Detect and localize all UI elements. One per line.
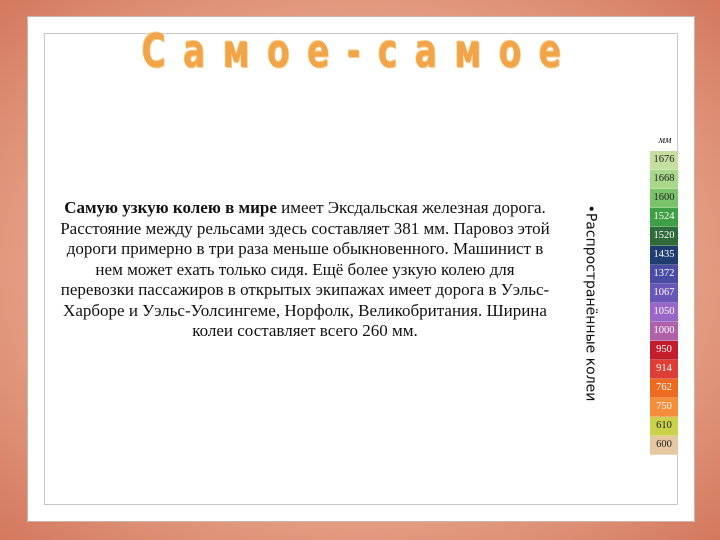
- gauge-row: 1668: [650, 170, 678, 189]
- paragraph-body: имеет Эксдальская железная дорога. Расстояние между рельсами здесь составляет 381 мм. Паровоз этой дороги примерно в три раза меньше обыкновенного. Машинист в нем может ехать только сидя. Ещё более узкую колею для перевозки пассажиров в открытых экипажах имеет дорога в Уэльс-Харборе и Уэльс-Уолсингеме, Норфолк, Великобритания. Ширина колеи составляет всего 260 мм.: [60, 198, 550, 340]
- gauge-row: 600: [650, 436, 678, 455]
- gauge-row: 1000: [650, 322, 678, 341]
- gauge-row: 750: [650, 398, 678, 417]
- gauge-row: 762: [650, 379, 678, 398]
- vertical-label-container: [575, 196, 605, 410]
- gauge-row: 1676: [650, 151, 678, 170]
- gauge-row: 1372: [650, 265, 678, 284]
- gauges-vertical-label: •Распространённые колеи: [582, 204, 598, 402]
- gauge-row: 950: [650, 341, 678, 360]
- gauge-row: 1067: [650, 284, 678, 303]
- gauge-row: 610: [650, 417, 678, 436]
- gauge-row: 1600: [650, 189, 678, 208]
- gauge-row: 1520: [650, 227, 678, 246]
- gauge-row: 1435: [650, 246, 678, 265]
- main-paragraph: [60, 198, 550, 342]
- gauge-color-list: [650, 151, 678, 455]
- paragraph-bold-lead: Самую узкую колею в мире: [64, 198, 277, 217]
- gauge-row: 1524: [650, 208, 678, 227]
- gauge-row: 914: [650, 360, 678, 379]
- slide-title: Самое-самое: [141, 24, 579, 78]
- unit-label: мм: [658, 135, 672, 146]
- gauge-row: 1050: [650, 303, 678, 322]
